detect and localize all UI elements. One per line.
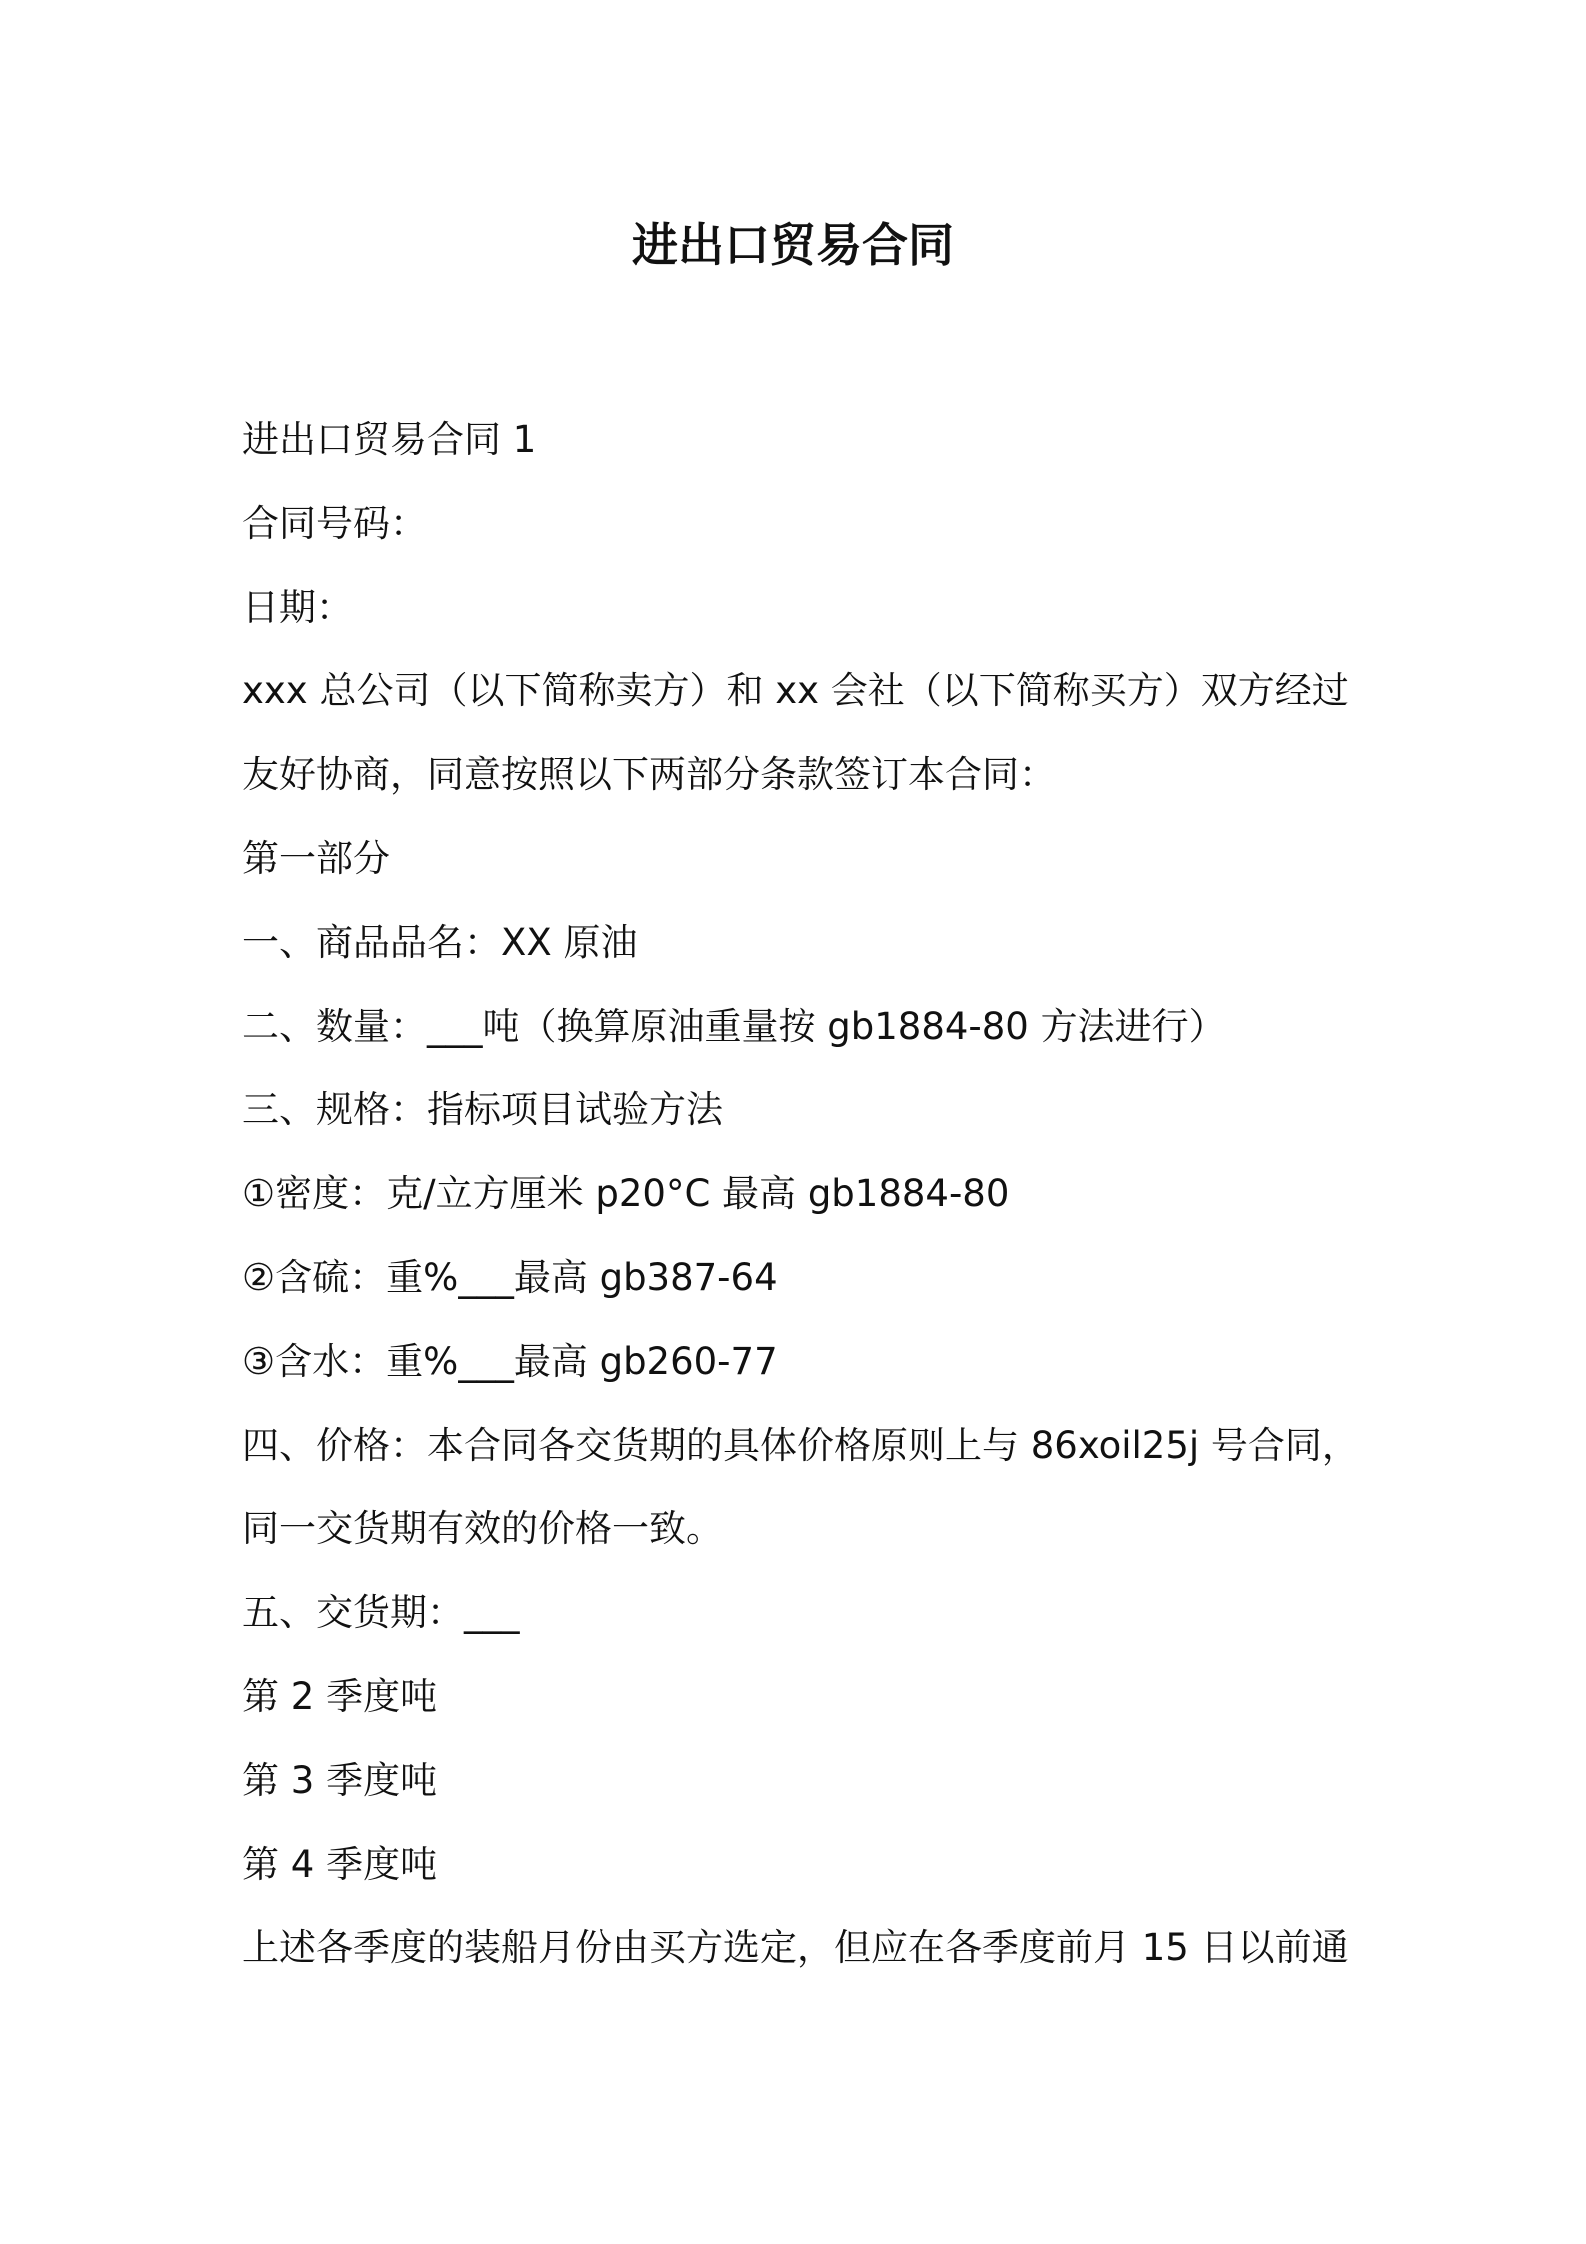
date-label: 日期： — [242, 585, 353, 629]
document-body — [242, 403, 1372, 1995]
spec-density: ①密度：克/立方厘米 p20°C 最高 gb1884-80 — [242, 1172, 1010, 1216]
contract-subtitle: 进出口贸易合同 1 — [242, 418, 537, 461]
clause-specification: 三、规格：指标项目试验方法 — [242, 1088, 723, 1132]
clause-price: 四、价格：本合同各交货期的具体价格原则上与 86xoil25j 号合同， — [242, 1423, 1359, 1467]
clause-delivery: 五、交货期：___ — [242, 1591, 520, 1635]
contract-number-label: 合同号码： — [242, 501, 427, 545]
document-title: 进出口贸易合同 — [632, 218, 954, 272]
intro-paragraph-line: 友好协商，同意按照以下两部分条款签订本合同： — [242, 753, 1056, 797]
shipment-month-paragraph: 上述各季度的装船月份由买方选定，但应在各季度前月 15 日以前通 — [242, 1926, 1349, 1970]
part-one-heading: 第一部分 — [242, 836, 390, 880]
spec-water: ③含水：重%___最高 gb260-77 — [242, 1339, 778, 1383]
delivery-quarter-4: 第 4 季度吨 — [242, 1842, 438, 1886]
spec-sulfur: ②含硫：重%___最高 gb387-64 — [242, 1255, 778, 1299]
clause-quantity: 二、数量：___吨（换算原油重量按 gb1884-80 方法进行） — [242, 1004, 1226, 1048]
intro-paragraph-line: xxx 总公司（以下简称卖方）和 xx 会社（以下简称买方）双方经过 — [242, 669, 1349, 713]
clause-commodity: 一、商品品名：XX 原油 — [242, 920, 638, 964]
clause-price-continued: 同一交货期有效的价格一致。 — [242, 1507, 723, 1551]
delivery-quarter-3: 第 3 季度吨 — [242, 1758, 438, 1802]
delivery-quarter-2: 第 2 季度吨 — [242, 1674, 438, 1718]
